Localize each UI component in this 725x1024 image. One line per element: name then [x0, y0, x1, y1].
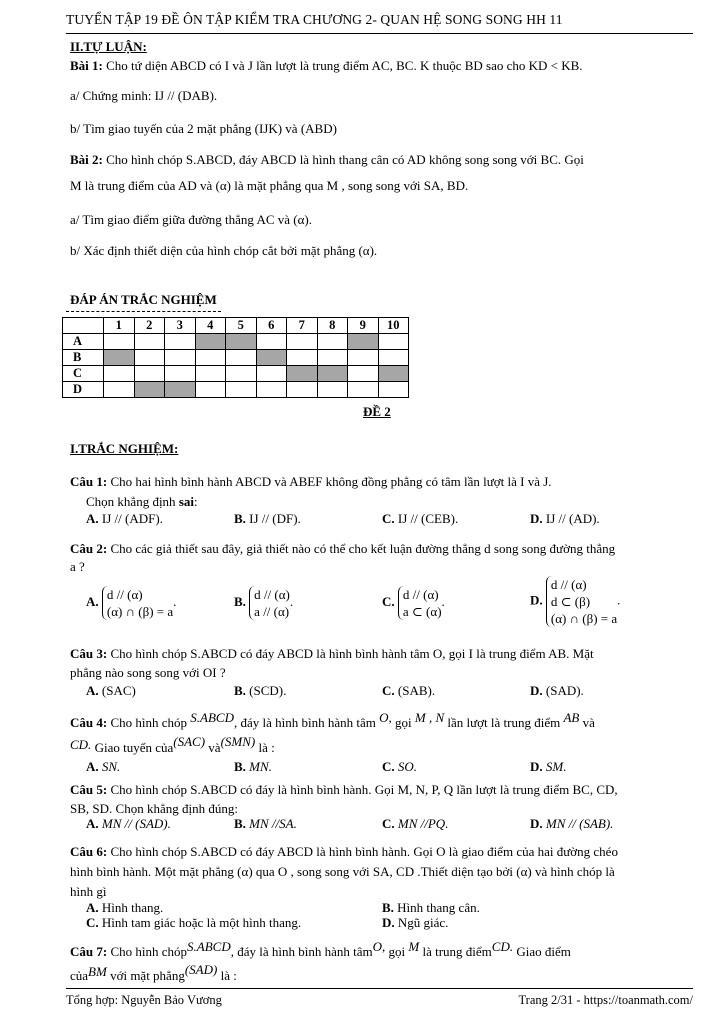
col-header: 7	[287, 318, 318, 334]
q4-option-d[interactable]: D. SM.	[530, 759, 567, 774]
q4-option-b[interactable]: B. MN.	[234, 759, 272, 774]
answer-cell	[348, 350, 379, 366]
row-header: C	[63, 366, 104, 382]
q6-line3: hình gì	[70, 884, 107, 899]
answer-cell	[378, 334, 409, 350]
q1: Câu 1: Cho hai hình bình hành ABCD và ABEF không đồng phẳng có tâm lần lượt là I và J.	[70, 474, 552, 489]
answer-cell	[348, 382, 379, 398]
answer-cell	[134, 334, 165, 350]
answer-cell-shaded	[165, 382, 196, 398]
q6-option-c[interactable]: C. Hình tam giác hoặc là một hình thang.	[86, 915, 302, 930]
q3-line2: phẳng nào song song với OI ?	[70, 665, 226, 680]
q2-line2: a ?	[70, 559, 85, 574]
footer-rule	[66, 988, 693, 989]
answer-row-a	[63, 334, 409, 350]
answer-cell-shaded	[287, 366, 318, 382]
q6-line2: hình bình hành. Một mặt phẳng (α) qua O , song song với SA, CD .Thiết diện tạo bởi (α) và hình chóp là	[70, 864, 615, 879]
corner-cell	[63, 318, 104, 334]
answer-cell-shaded	[195, 334, 226, 350]
answer-cell	[378, 382, 409, 398]
answer-cell	[226, 350, 257, 366]
answer-cell	[165, 334, 196, 350]
answer-key-heading: ĐÁP ÁN TRẮC NGHIỆM	[70, 292, 217, 307]
answer-row-d	[63, 382, 409, 398]
q3-option-d[interactable]: D. (SAD).	[530, 683, 584, 698]
answer-cell	[195, 366, 226, 382]
q5-line2: SB, SD. Chọn khẳng định đúng:	[70, 801, 238, 816]
answer-cell	[256, 366, 287, 382]
q6: Câu 6: Cho hình chóp S.ABCD có đáy ABCD là hình bình hành. Gọi O là giao điểm của hai đường chéo	[70, 844, 618, 859]
col-header: 1	[104, 318, 135, 334]
q3-option-b[interactable]: B. (SCD).	[234, 683, 287, 698]
bai2: Bài 2: Cho hình chóp S.ABCD, đáy ABCD là hình thang cân có AD không song song với BC. Gọi	[70, 152, 584, 167]
answer-cell	[287, 382, 318, 398]
col-header: 10	[378, 318, 409, 334]
answer-cell	[256, 382, 287, 398]
answer-cell	[287, 350, 318, 366]
q2: Câu 2: Cho các giả thiết sau đây, giả thiết nào có thể cho kết luận đường thẳng d song song đường thẳng	[70, 541, 616, 556]
q2-option-b[interactable]: B. d // (α) a // (α).	[234, 587, 294, 619]
q6-option-a[interactable]: A. Hình thang.	[86, 900, 164, 915]
q4: Câu 4: Cho hình chóp S.ABCD, đáy là hình bình hành tâm O, gọi M , N lần lượt là trung điểm AB và	[70, 710, 595, 730]
answer-cell-shaded	[226, 334, 257, 350]
answer-row-b	[63, 350, 409, 366]
col-header: 4	[195, 318, 226, 334]
answer-cell-shaded	[378, 366, 409, 382]
q3-option-a[interactable]: A. (SAC)	[86, 683, 136, 698]
q3-option-c[interactable]: C. (SAB).	[382, 683, 436, 698]
answer-cell	[287, 334, 318, 350]
brace: d // (α) (α) ∩ (β) = a	[102, 586, 173, 620]
answer-cell	[378, 350, 409, 366]
answer-cell	[256, 334, 287, 350]
answer-cell-shaded	[348, 334, 379, 350]
answer-cell-shaded	[104, 350, 135, 366]
answer-cell-shaded	[134, 382, 165, 398]
q5-option-d[interactable]: D. MN // (SAB).	[530, 816, 614, 831]
bai2-line2: M là trung điểm của AD và (α) là mặt phẳng qua M , song song với SA, BD.	[70, 178, 469, 193]
answer-cell	[317, 350, 348, 366]
col-header: 8	[317, 318, 348, 334]
row-header: B	[63, 350, 104, 366]
answer-cell	[104, 366, 135, 382]
bai1: Bài 1: Cho tứ diện ABCD có I và J lần lượt là trung điểm AC, BC. K thuộc BD sao cho KD < KB.	[70, 58, 583, 73]
page-header: TUYỂN TẬP 19 ĐỀ ÔN TẬP KIỂM TRA CHƯƠNG 2- QUAN HỆ SONG SONG HH 11	[66, 12, 563, 27]
answer-cell-shaded	[256, 350, 287, 366]
q7-line2: củaBM với mặt phẳng(SAD) là :	[70, 962, 237, 983]
bai1-b: b/ Tìm giao tuyến của 2 mặt phẳng (IJK) và (ABD)	[70, 121, 337, 136]
answer-row-c	[63, 366, 409, 382]
answer-table	[62, 317, 409, 398]
q3: Câu 3: Cho hình chóp S.ABCD có đáy ABCD là hình bình hành tâm O, gọi I là trung điểm AB. Mặt	[70, 646, 594, 661]
q2-option-a[interactable]: A. d // (α) (α) ∩ (β) = a.	[86, 587, 177, 619]
answer-cell	[317, 382, 348, 398]
brace: d // (α) d ⊂ (β) (α) ∩ (β) = a	[546, 576, 617, 627]
q4-line2: CD. Giao tuyến của(SAC) và(SMN) là :	[70, 734, 275, 755]
col-header: 3	[165, 318, 196, 334]
answer-cell	[226, 382, 257, 398]
answer-cell	[165, 350, 196, 366]
footer-author: Tổng hợp: Nguyễn Bảo Vương	[66, 993, 222, 1007]
answer-cell	[317, 334, 348, 350]
brace: d // (α) a // (α)	[249, 586, 290, 620]
tuluan-heading: II.TỰ LUẬN:	[70, 39, 147, 54]
answer-cell-shaded	[317, 366, 348, 382]
q1-option-b[interactable]: B. IJ // (DF).	[234, 511, 301, 526]
q1-option-a[interactable]: A. IJ // (ADF).	[86, 511, 163, 526]
q2-option-d[interactable]: D. d // (α) d ⊂ (β) (α) ∩ (β) = a.	[530, 577, 621, 626]
q5-option-b[interactable]: B. MN //SA.	[234, 816, 297, 831]
answer-cell	[134, 350, 165, 366]
q2-option-c[interactable]: C. d // (α) a ⊂ (α).	[382, 587, 445, 619]
col-header: 9	[348, 318, 379, 334]
tracnghiem-heading: I.TRẮC NGHIỆM:	[70, 441, 179, 456]
row-header: D	[63, 382, 104, 398]
q5-option-c[interactable]: C. MN //PQ.	[382, 816, 449, 831]
answer-cell	[348, 366, 379, 382]
bai2-a: a/ Tìm giao điểm giữa đường thẳng AC và (α).	[70, 212, 312, 227]
q6-option-d[interactable]: D. Ngũ giác.	[382, 915, 449, 930]
q7: Câu 7: Cho hình chópS.ABCD, đáy là hình bình hành tâmO, gọi M là trung điểmCD. Giao điểm	[70, 939, 571, 959]
bai1-a: a/ Chứng minh: IJ // (DAB).	[70, 88, 218, 103]
q1-sub: Chọn khẳng định sai:	[86, 494, 198, 509]
bai2-b: b/ Xác định thiết diện của hình chóp cắt bởi mặt phẳng (α).	[70, 243, 378, 258]
answer-cell	[195, 382, 226, 398]
q4-option-c[interactable]: C. SO.	[382, 759, 418, 774]
brace: d // (α) a ⊂ (α)	[398, 586, 442, 620]
answer-cell	[165, 366, 196, 382]
footer-page[interactable]: Trang 2/31 - https://toanmath.com/	[518, 993, 693, 1007]
answer-header-row	[63, 318, 409, 334]
q6-option-b[interactable]: B. Hình thang cân.	[382, 900, 480, 915]
answer-cell	[134, 366, 165, 382]
col-header: 5	[226, 318, 257, 334]
answer-cell	[104, 382, 135, 398]
q5: Câu 5: Cho hình chóp S.ABCD có đáy là hình bình hành. Gọi M, N, P, Q lần lượt là trung điểm BC, CD,	[70, 782, 618, 797]
header-rule	[66, 33, 693, 34]
row-header: A	[63, 334, 104, 350]
answer-cell	[104, 334, 135, 350]
q1-option-d[interactable]: D. IJ // (AD).	[530, 511, 600, 526]
dashed-rule	[66, 311, 221, 312]
q4-option-a[interactable]: A. SN.	[86, 759, 121, 774]
answer-cell	[226, 366, 257, 382]
col-header: 6	[256, 318, 287, 334]
col-header: 2	[134, 318, 165, 334]
q1-option-c[interactable]: C. IJ // (CEB).	[382, 511, 459, 526]
q5-option-a[interactable]: A. MN // (SAD).	[86, 816, 171, 831]
de-label: ĐỀ 2	[363, 404, 391, 419]
answer-cell	[195, 350, 226, 366]
